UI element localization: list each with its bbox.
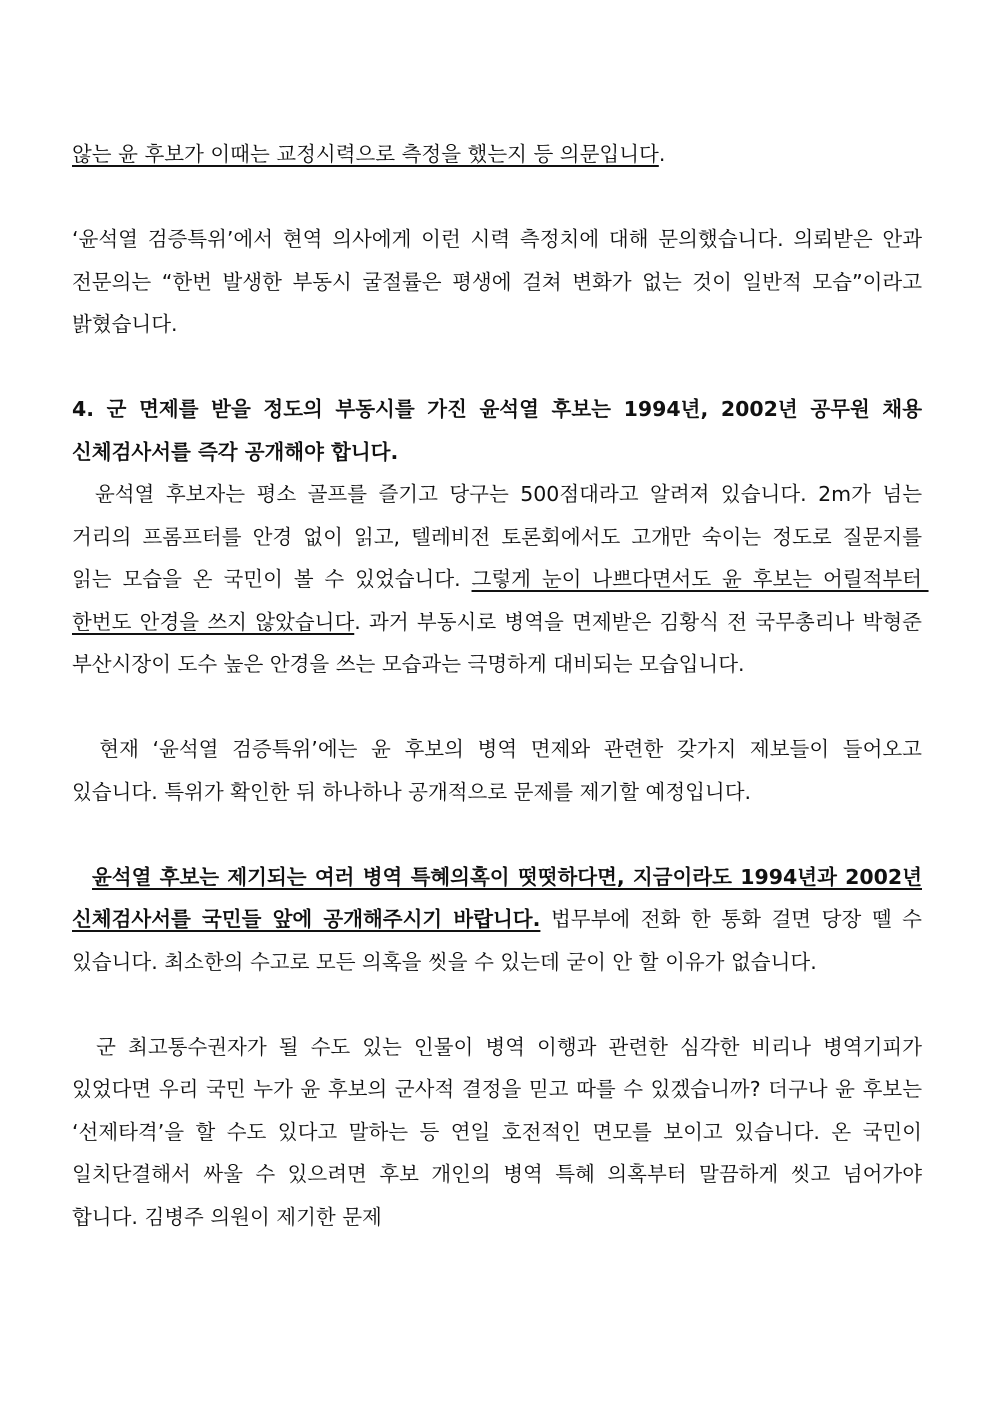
paragraph-4: 현재 ‘윤석열 검증특위’에는 윤 후보의 병역 면제와 관련한 갖가지 제보들이 들어오고 있습니다. 특위가 확인한 뒤 하나하나 공개적으로 문제를 제기할 예정입니다. <box>72 737 929 804</box>
underlined-bold-text: 윤석열 후보는 제기되는 여러 병역 특혜의혹이 떳떳하다면, 지금이라도 1994년과 2002년 신체검사서를 국민들 앞에 공개해주시기 바랍니다. <box>72 864 922 931</box>
underlined-text: 않는 윤 후보가 이때는 교정시력으로 측정을 했는지 등 의문입니다 <box>72 142 659 166</box>
paragraph-1 <box>72 133 922 176</box>
spacer <box>72 983 922 1026</box>
paragraph-text: 법무부에 전화 한 통화 걸면 당장 뗄 수 있습니다. 최소한의 수고로 모든 의혹을 씻을 수 있는데 굳이 안 할 이유가 없습니다. <box>72 907 922 974</box>
spacer <box>72 346 922 389</box>
paragraph-3 <box>72 473 929 686</box>
paragraph-5 <box>72 856 922 984</box>
paragraph-text: . 과거 부동시로 병역을 면제받은 김황식 전 국무총리나 박형준 부산시장이 도수 높은 안경을 쓰는 모습과는 극명하게 대비되는 모습입니다. <box>72 609 929 676</box>
document-body <box>72 133 929 1238</box>
paragraph-6: 군 최고통수권자가 될 수도 있는 인물이 병역 이행과 관련한 심각한 비리나 병역기피가 있었다면 우리 국민 누가 윤 후보의 군사적 결정을 믿고 따를 수 있겠습니까? 더구나 윤 후보는 ‘선제타격’을 할 수도 있다고 말하는 등 연일 호전적인 면모를 보이고 있습니다. 온 국민이 일치단결해서 싸울 수 있으려면 후보 개인의 병역 특혜 의혹부터 말끔하게 씻고 넘어가야 합니다. 김병주 의원이 제기한 문제 <box>72 1034 929 1229</box>
spacer <box>72 176 922 219</box>
paragraph-text: . <box>658 142 666 166</box>
paragraph-2: ‘윤석열 검증특위’에서 현역 의사에게 이런 시력 측정치에 대해 문의했습니다. 의뢰받은 안과 전문의는 “한번 발생한 부동시 굴절률은 평생에 걸쳐 변화가 없는 것이 일반적 모습”이라고 밝혔습니다. <box>72 227 922 336</box>
section-heading-4: 4. 군 면제를 받을 정도의 부동시를 가진 윤석열 후보는 1994년, 2002년 공무원 채용 신체검사서를 즉각 공개해야 합니다. <box>72 397 922 464</box>
spacer <box>72 813 922 856</box>
underlined-text: 그렇게 눈이 나쁘다면서도 윤 후보는 어릴적부터 한번도 안경을 쓰지 않았습니다 <box>72 567 929 634</box>
spacer <box>72 686 922 729</box>
paragraph-text: 윤석열 후보자는 평소 골프를 즐기고 당구는 500점대라고 알려져 있습니다. 2m가 넘는 거리의 프롬프터를 안경 없이 읽고, 텔레비전 토론회에서도 고개만 숙이는 정도로 질문지를 읽는 모습을 온 국민이 볼 수 있었습니다. <box>72 482 929 591</box>
